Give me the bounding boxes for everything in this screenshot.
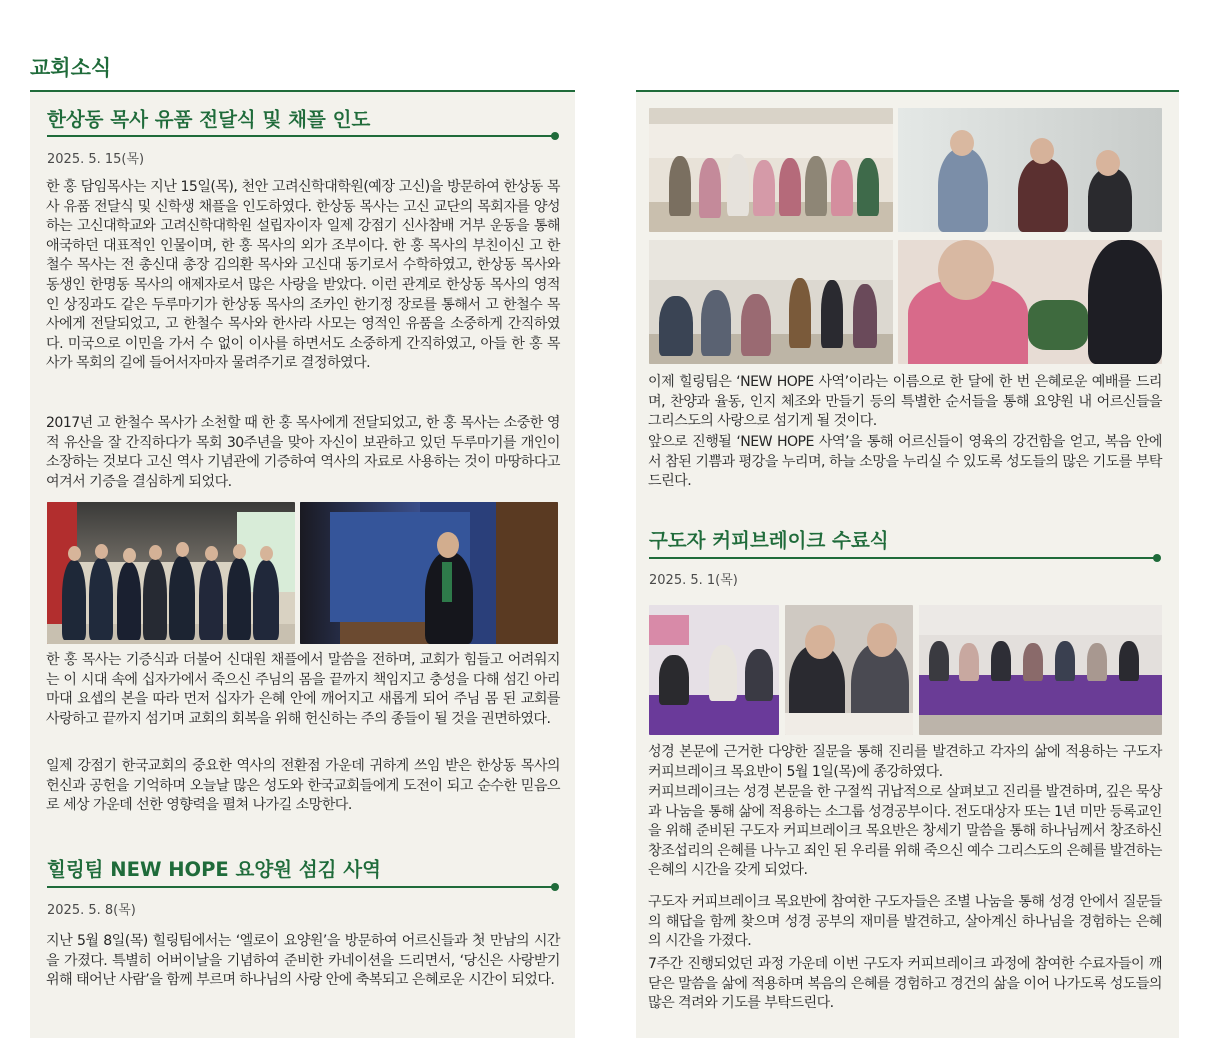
- article-title-healing: 힐링팀 NEW HOPE 요양원 섬김 사역: [47, 858, 381, 881]
- article-date-coffeebreak: 2025. 5. 1(목): [649, 573, 738, 588]
- coffee-break-photo-1: [649, 605, 779, 735]
- article-title-coffeebreak: 구도자 커피브레이크 수료식: [649, 529, 889, 552]
- article-body-healing-2: 이제 힐링팀은 ‘NEW HOPE 사역’이라는 이름으로 한 달에 한 번 은혜로운 예배를 드리며, 찬양과 율동, 인지 체조와 만들기 등의 특별한 순서들을 통해 요양원 내 어르신들을 그리스도의 사랑으로 섬기게 될 것이다.: [648, 374, 1162, 430]
- article-body-coffeebreak-2: 커피브레이크는 성경 본문을 한 구절씩 귀납적으로 살펴보고 진리를 발견하며, 깊은 묵상과 나눔을 통해 삶에 적용하는 소그룹 성경공부이다. 전도대상자 또는 1년 미만 등록교인을 위해 준비된 구도자 커피브레이크 목요반은 창세기 말씀을 통해 하나님께서 창조하신 창조섭리의 은혜를 나누고 죄인 된 우리를 위해 죽으신 예수 그리스도의 은혜를 발견하는 은혜의 시간을 갖게 되었다.: [648, 784, 1162, 879]
- article-body-healing-3: 앞으로 진행될 ‘NEW HOPE 사역’을 통해 어르신들이 영육의 강건함을 얻고, 복음 안에서 참된 기쁨과 평강을 누리며, 하늘 소망을 누리실 수 있도록 성도들의 많은 기도를 부탁드린다.: [648, 434, 1162, 490]
- article-body-coffeebreak-3: 구도자 커피브레이크 목요반에 참여한 구도자들은 조별 나눔을 통해 성경 안에서 질문들의 해답을 함께 찾으며 성경 공부의 재미를 발견하고, 살아계신 하나님을 경험하는 은혜의 시간을 가졌다.: [648, 894, 1162, 950]
- article-body-yupum-3: 한 홍 목사는 기증식과 더불어 신대원 채플에서 말씀을 전하며, 교회가 힘들고 어려워지는 이 시대 속에 십자가에서 죽으신 주님의 몸을 끝까지 책임지고 충성을 다해 섬긴 아리마대 요셉의 본을 따라 먼저 십자가 은혜 안에 깨어지고 새롭게 되어 주님 몸 된 교회를 사랑하고 끝까지 섬기며 교회의 회복을 위해 헌신하는 주의 종들이 될 것을 권면하였다.: [46, 652, 560, 727]
- nursing-home-photo-1: [649, 108, 893, 232]
- article-body-yupum-1: 한 홍 담임목사는 지난 15일(목), 천안 고려신학대학원(예장 고신)을 방문하여 한상동 목사 유품 전달식 및 신학생 채플을 인도하였다. 한상동 목사는 고신 교단의 목회자를 양성하는 고신대학교와 고려신학대학원 설립자이자 일제 강점기 신사참배 거부 운동을 통해 애국하던 대표적인 인물이며, 한 홍 목사의 외가 조부이다. 한 홍 목사의 부친이신 고 한철수 목사는 전 총신대 총장 김의환 목사와 고신대 동기로서 수학하였고, 한상동 목사와 동생인 한명동 목사의 애제자로서 많은 사랑을 받았다. 이런 관계로 한상동 목사의 영적인 상징과도 같은 두루마기가 한상동 목사의 조카인 한기정 장로를 통해서 고 한철수 목사에게 전달되었고, 고 한철수 목사와 한사라 사모는 영적인 유품을 소중하게 간직하였다. 미국으로 이민을 가서 수 없이 이사를 하면서도 소중하게 간직하였고, 아들 한 홍 목사가 목회의 길에 들어서자마자 물려주기로 결정하였다.: [46, 179, 560, 372]
- group-photo: [47, 502, 295, 644]
- article-body-yupum-2: 2017년 고 한철수 목사가 소천할 때 한 홍 목사에게 전달되었고, 한 홍 목사는 소중한 영적 유산을 잘 간직하다가 목회 30주년을 맞아 자신이 보관하고 있던 두루마기를 개인이 소장하는 것보다 고신 역사 기념관에 기증하여 역사의 자료로 사용하는 것이 마땅하다고 여겨서 기증을 결심하게 되었다.: [46, 415, 560, 490]
- title-rule: [649, 557, 1157, 559]
- coffee-break-photo-2: [785, 605, 913, 735]
- article-date-healing: 2025. 5. 8(목): [47, 903, 136, 918]
- title-rule: [47, 886, 555, 888]
- article-date-yupum: 2025. 5. 15(목): [47, 152, 145, 167]
- podium-photo: [300, 502, 558, 644]
- title-rule: [47, 135, 555, 137]
- nursing-home-photo-3: [649, 240, 893, 364]
- section-label: 교회소식: [30, 56, 112, 80]
- article-body-yupum-4: 일제 강점기 한국교회의 중요한 역사의 전환점 가운데 귀하게 쓰임 받은 한상동 목사의 헌신과 공헌을 기억하며 오늘날 많은 성도와 한국교회들에게 도전이 되고 순수한 믿음으로 세상 가운데 선한 영향력을 펼쳐 나가길 소망한다.: [46, 758, 560, 814]
- coffee-break-photo-3: [919, 605, 1162, 735]
- article-body-coffeebreak-1: 성경 본문에 근거한 다양한 질문을 통해 진리를 발견하고 각자의 삶에 적용하는 구도자 커피브레이크 목요반이 5월 1일(목)에 종강하였다.: [648, 744, 1162, 780]
- nursing-home-photo-2: [898, 108, 1162, 232]
- nursing-home-photo-4: [898, 240, 1162, 364]
- article-title-yupum: 한상동 목사 유품 전달식 및 채플 인도: [47, 108, 371, 131]
- article-body-coffeebreak-4: 7주간 진행되었던 과정 가운데 이번 구도자 커피브레이크 과정에 참여한 수료자들이 깨닫은 말씀을 삶에 적용하며 복음의 은혜를 경험하고 경건의 삶을 이어 나가도록 성도들의 많은 격려와 기도를 부탁드린다.: [648, 956, 1162, 1012]
- article-body-healing-1: 지난 5월 8일(목) 힐링팀에서는 ‘엘로이 요양원’을 방문하여 어르신들과 첫 만남의 시간을 가졌다. 특별히 어버이날을 기념하여 준비한 카네이션을 드리면서, ‘당신은 사랑받기 위해 태어난 사람’을 함께 부르며 하나님의 사랑 안에 축복되고 은혜로운 시간이 되었다.: [46, 933, 560, 989]
